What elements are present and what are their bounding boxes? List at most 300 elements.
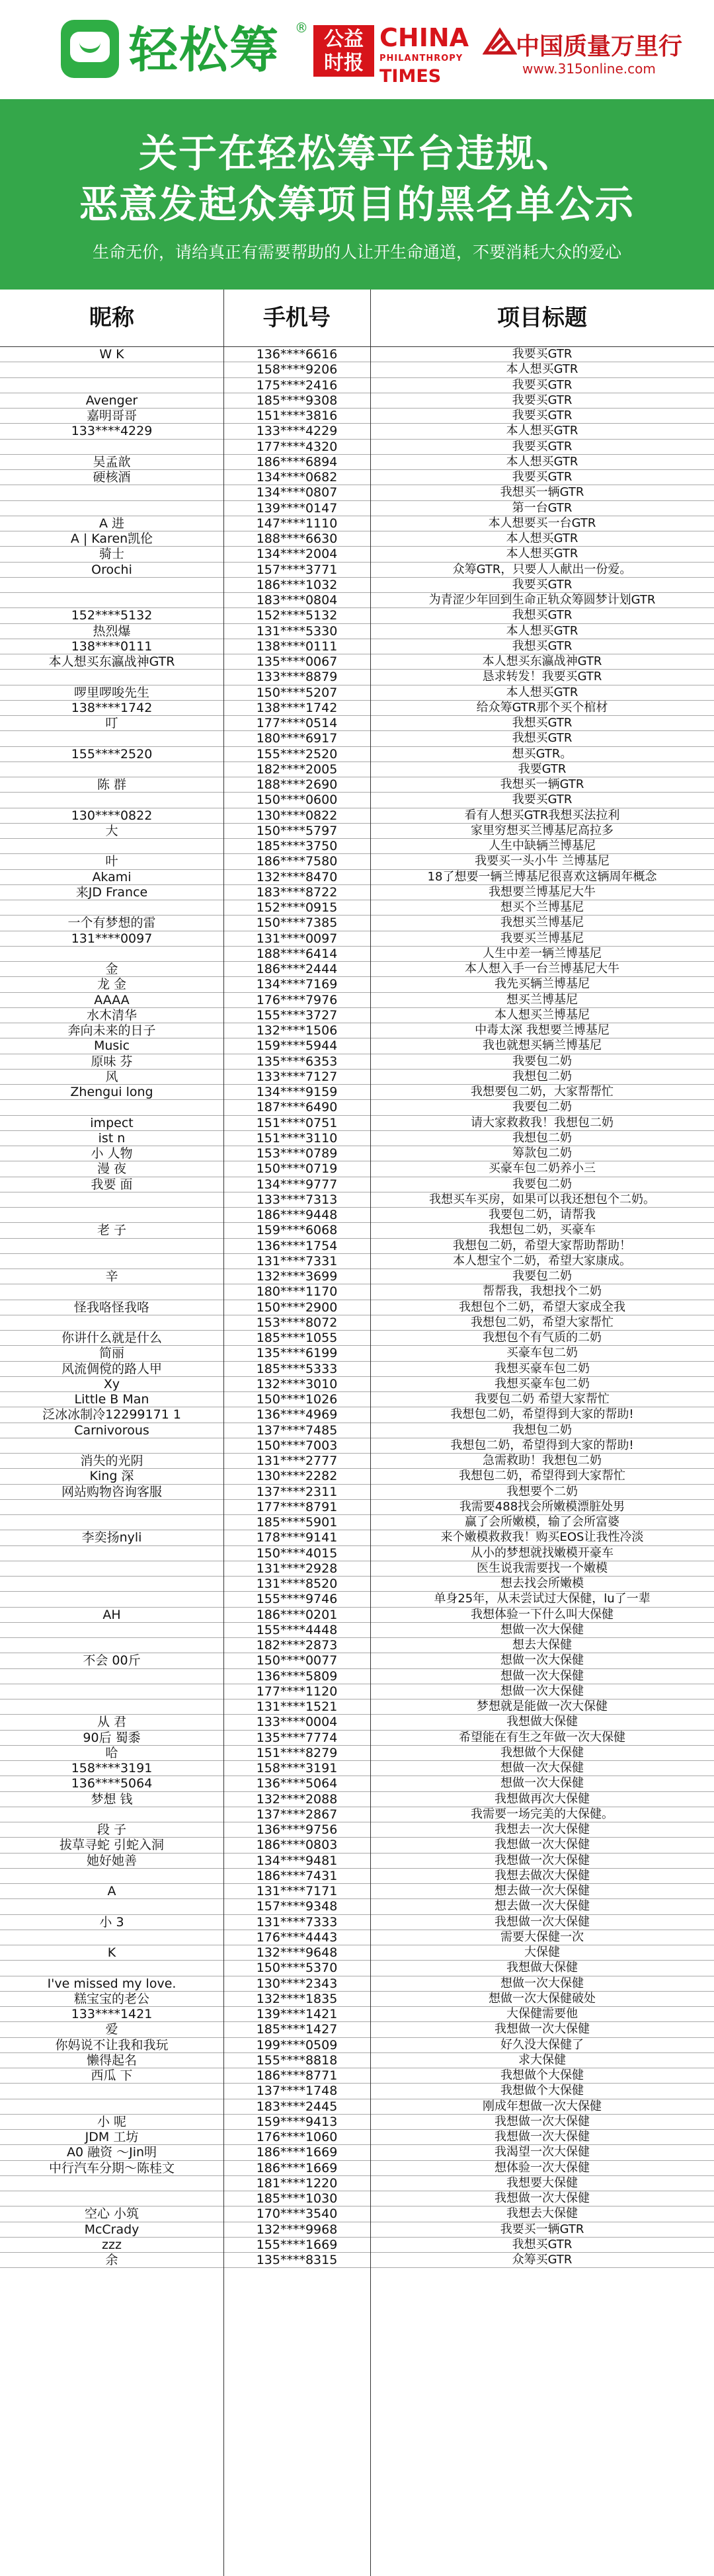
nickname-cell: 158****3191: [71, 1761, 153, 1776]
nickname-cell: 130****0822: [71, 808, 153, 823]
table-row: [0, 716, 714, 731]
nickname-cell: 我要 面: [91, 1177, 133, 1192]
table-row: [0, 731, 714, 746]
project-title-cell: 我要买GTR: [512, 377, 573, 392]
nickname-cell: [0, 362, 223, 377]
top-logo-bar: [0, 0, 714, 99]
phone-cell: 187****6490: [256, 1100, 338, 1115]
nickname-cell: 李奕扬nyli: [81, 1530, 142, 1545]
table-row: [0, 409, 714, 424]
phone-cell: 133****0004: [256, 1715, 338, 1730]
project-title-cell: 大保健需要他: [506, 2007, 578, 2021]
phone-cell: 135****7774: [256, 1730, 338, 1745]
project-title-cell: 本人想买GTR: [506, 424, 578, 438]
phone-cell: 131****2928: [256, 1561, 338, 1576]
project-title-cell: 我想买GTR: [512, 731, 573, 746]
project-title-cell: 我想做大保健: [506, 1961, 578, 1975]
phone-cell: 133****7127: [256, 1069, 338, 1084]
nickname-cell: zzz: [102, 2237, 122, 2252]
nickname-cell: [0, 1315, 223, 1330]
phone-cell: 132****2088: [256, 1791, 338, 1807]
table-row: [0, 1915, 714, 1930]
nickname-cell: 啰里啰唆先生: [73, 685, 149, 700]
nickname-cell: 风: [105, 1069, 118, 1084]
nickname-cell: impect: [90, 1115, 134, 1130]
nickname-cell: McCrady: [84, 2222, 139, 2237]
project-title-cell: 众筹GTR，只要人人献出一份爱。: [452, 562, 632, 576]
table-row: [0, 1192, 714, 1208]
table-row: [0, 1377, 714, 1392]
phone-cell: 136****4969: [256, 1407, 338, 1423]
phone-cell: 131****7171: [256, 1884, 338, 1898]
phone-cell: 150****7385: [256, 916, 338, 931]
nickname-cell: I've missed my love.: [47, 1976, 177, 1991]
phone-cell: 136****5064: [256, 1776, 338, 1791]
phone-cell: 132****9968: [256, 2222, 338, 2237]
nickname-cell: 大: [105, 823, 118, 838]
phone-cell: 133****4229: [256, 424, 338, 439]
table-row: [0, 1961, 714, 1976]
nickname-cell: [0, 2084, 223, 2098]
phone-cell: 132****9648: [256, 1945, 338, 1960]
project-title-cell: 我想买一辆GTR: [500, 777, 584, 791]
nickname-cell: 简丽: [99, 1346, 124, 1361]
phone-cell: 158****9206: [256, 362, 338, 377]
project-title-cell: 本人想入手一台兰博基尼大牛: [465, 962, 619, 976]
table-row: [0, 793, 714, 808]
project-title-cell: 我想做一次大保健: [495, 2130, 590, 2144]
table-row: [0, 1208, 714, 1223]
phone-cell: 182****2005: [256, 761, 338, 777]
project-title-cell: 想做一次大保健: [500, 1684, 584, 1698]
nickname-cell: AH: [102, 1607, 121, 1622]
phone-cell: 176****4443: [256, 1930, 338, 1945]
phone-cell: 155****3727: [256, 1007, 338, 1023]
phone-cell: 159****6068: [256, 1223, 338, 1238]
project-title-cell: 我要买GTR: [512, 577, 573, 592]
project-title-cell: 恳求转发！我要买GTR: [482, 670, 602, 684]
nickname-cell: 小 呢: [97, 2114, 127, 2129]
phone-cell: 155****9746: [256, 1592, 338, 1607]
phone-cell: 155****1669: [256, 2237, 338, 2252]
nickname-cell: Zhengui long: [70, 1085, 153, 1099]
nickname-cell: 她好她善: [86, 1853, 137, 1868]
nickname-cell: [0, 1239, 223, 1253]
table-row: [0, 900, 714, 916]
phone-cell: 136****6616: [256, 347, 338, 362]
nickname-cell: [0, 1208, 223, 1222]
phone-cell: 157****3771: [256, 562, 338, 577]
phone-cell: 138****0111: [256, 639, 338, 654]
nickname-cell: 哈: [105, 1745, 118, 1760]
phone-cell: 131****1521: [256, 1699, 338, 1714]
phone-cell: 152****0915: [256, 900, 338, 915]
phone-cell: 181****1220: [256, 2175, 338, 2191]
phone-cell: 186****2444: [256, 962, 338, 976]
nickname-cell: 你妈说不让我和我玩: [55, 2037, 169, 2052]
nickname-cell: 余: [105, 2253, 118, 2267]
nickname-cell: 138****0111: [71, 639, 153, 654]
qingsongchou-logo-icon: [61, 20, 119, 78]
table-row: [0, 1023, 714, 1038]
brand-name: 轻松筹: [129, 22, 280, 79]
project-title-cell: 想做一次大保健: [500, 1761, 584, 1775]
phone-cell: 158****3191: [256, 1761, 338, 1776]
phone-cell: 185****1030: [256, 2191, 338, 2206]
nickname-cell: 一个有梦想的雷: [67, 916, 156, 931]
table-row: [0, 1177, 714, 1192]
project-title-cell: 大保健: [524, 1945, 560, 1959]
table-row: [0, 470, 714, 485]
phone-cell: 150****2900: [256, 1300, 338, 1315]
phone-cell: 131****7333: [256, 1914, 338, 1930]
table-row: [0, 1884, 714, 1899]
phone-cell: 150****5370: [256, 1961, 338, 1976]
nickname-cell: W K: [99, 347, 124, 362]
table-row: [0, 1669, 714, 1684]
table-row: [0, 1930, 714, 1945]
table-row: [0, 1284, 714, 1300]
project-title-cell: 想去做一次大保健: [495, 1899, 590, 1914]
nickname-cell: 133****1421: [71, 2007, 153, 2021]
nickname-cell: 硬核酒: [93, 470, 131, 485]
project-title-cell: 我要包二奶: [512, 1054, 572, 1068]
project-title-cell: 我想去做次大保健: [495, 1868, 590, 1883]
phone-cell: 135****8315: [256, 2253, 338, 2267]
phone-cell: 138****1742: [256, 700, 338, 715]
nickname-cell: [0, 793, 223, 807]
phone-cell: 150****0719: [256, 1161, 338, 1177]
table-row: [0, 947, 714, 962]
project-title-cell: 我渴望一次大保健: [495, 2145, 590, 2160]
nickname-cell: 段 子: [97, 1822, 127, 1837]
project-title-cell: 我想做一次大保健: [495, 2114, 590, 2128]
project-title-cell: 我要包二奶，请帮我: [489, 1208, 596, 1222]
table-row: [0, 563, 714, 578]
project-title-cell: 想去找会所嫩模: [500, 1577, 584, 1590]
table-row: [0, 808, 714, 824]
phone-cell: 131****7331: [256, 1253, 338, 1268]
nickname-cell: [0, 762, 223, 777]
banner-title-line1: 关于在轻松筹平台违规、: [138, 131, 575, 176]
table-row: [0, 501, 714, 516]
table-row: [0, 1054, 714, 1070]
phone-cell: 131****2777: [256, 1454, 338, 1468]
phone-cell: 150****0600: [256, 793, 338, 808]
nickname-cell: A 进: [99, 516, 125, 531]
table-header: [0, 290, 714, 347]
table-row: [0, 1070, 714, 1085]
phone-cell: 134****0807: [256, 485, 338, 500]
table-row: [0, 2084, 714, 2099]
nickname-cell: [0, 1669, 223, 1684]
table-row: [0, 362, 714, 377]
table-row: [0, 1976, 714, 1992]
phone-cell: 186****6894: [256, 454, 338, 469]
phone-cell: 183****8722: [256, 884, 338, 900]
nickname-cell: 131****0097: [71, 931, 153, 946]
registered-mark: ®: [295, 20, 308, 36]
project-title-cell: 刚成年想做一次大保健: [483, 2099, 602, 2113]
nickname-cell: 消失的光阴: [80, 1454, 143, 1468]
table-row: [0, 931, 714, 947]
phone-cell: 186****8771: [256, 2068, 338, 2083]
table-row: [0, 870, 714, 885]
table-row: [0, 1131, 714, 1146]
paper-en-3: TIMES: [379, 66, 442, 87]
project-title-cell: 本人想宝个二奶，希望大家康成。: [453, 1253, 631, 1268]
phone-cell: 159****5944: [256, 1038, 338, 1054]
project-title-cell: 我想做个大保健: [500, 1745, 584, 1760]
table-row: [0, 2238, 714, 2253]
quality-org-url: www.315online.com: [522, 61, 656, 77]
table-row: [0, 1300, 714, 1315]
table-row: [0, 2007, 714, 2022]
phone-cell: 131****8520: [256, 1577, 338, 1591]
nickname-cell: [0, 593, 223, 607]
nickname-cell: 梦想 钱: [91, 1791, 133, 1807]
phone-cell: 153****8072: [256, 1315, 338, 1330]
table-row: [0, 1100, 714, 1115]
nickname-cell: ist n: [98, 1130, 126, 1146]
table-row: [0, 654, 714, 670]
project-title-cell: 筹款包二奶: [512, 1146, 572, 1160]
project-title-cell: 我想包二奶: [512, 1069, 572, 1083]
phone-cell: 177****0514: [256, 716, 338, 730]
phone-cell: 130****2343: [256, 1976, 338, 1991]
phone-cell: 188****6630: [256, 531, 338, 546]
project-title-cell: 需要大保健一次: [500, 1930, 584, 1944]
nickname-cell: 拔草寻蛇 引蛇入洞: [59, 1838, 165, 1853]
phone-cell: 186****0803: [256, 1838, 338, 1853]
table-row: [0, 1038, 714, 1054]
nickname-cell: AAAA: [94, 992, 130, 1007]
table-row: [0, 516, 714, 531]
nickname-cell: Carnivorous: [74, 1423, 149, 1438]
table-row: [0, 1653, 714, 1668]
project-title-cell: 想买GTR。: [512, 746, 573, 761]
nickname-cell: K: [107, 1945, 116, 1960]
table-row: [0, 440, 714, 455]
project-title-cell: 我想要大保健: [506, 2175, 578, 2190]
table-row: [0, 839, 714, 854]
phone-cell: 132****8470: [256, 869, 338, 884]
nickname-cell: [0, 1807, 223, 1822]
table-row: [0, 1592, 714, 1607]
project-title-cell: 我想买GTR: [512, 639, 573, 653]
phone-cell: 185****3750: [256, 839, 338, 853]
table-row: [0, 1731, 714, 1746]
table-row: [0, 2176, 714, 2191]
column-divider: [370, 290, 371, 2576]
project-title-cell: 我要买一辆GTR: [500, 2222, 584, 2236]
nickname-cell: 老 子: [97, 1223, 127, 1238]
nickname-cell: [0, 900, 223, 915]
phone-cell: 186****7431: [256, 1868, 338, 1883]
project-title-cell: 帮帮我，我想找个二奶: [483, 1284, 602, 1299]
nickname-cell: JDM 工坊: [85, 2130, 139, 2144]
project-title-cell: 从小的梦想就找嫩模开豪车: [471, 1545, 614, 1560]
project-title-cell: 我要包二奶: [512, 1177, 572, 1191]
banner-slogan: 生命无价，请给真正有需要帮助的人让开生命通道，不要消耗大众的爱心: [92, 243, 621, 262]
nickname-cell: [0, 1592, 223, 1606]
banner-title-line2: 恶意发起众筹项目的黑名单公示: [79, 182, 635, 227]
table-row: [0, 1362, 714, 1377]
nickname-cell: 骑士: [99, 547, 124, 562]
nickname-cell: 138****1742: [71, 700, 153, 715]
nickname-cell: 叮: [105, 716, 118, 730]
project-title-cell: 我想做个大保健: [500, 2084, 584, 2098]
nickname-cell: 90后 蜀黍: [83, 1730, 141, 1745]
project-title-cell: 我想做一次大保健: [495, 1838, 590, 1852]
project-title-cell: 我也就想买辆兰博基尼: [483, 1038, 602, 1053]
nickname-cell: 小 人物: [91, 1146, 133, 1161]
table-row: [0, 1161, 714, 1177]
phone-cell: 134****9481: [256, 1853, 338, 1868]
nickname-cell: [0, 1930, 223, 1945]
table-row: [0, 1807, 714, 1822]
nickname-cell: 小 3: [99, 1914, 124, 1930]
table-row: [0, 1854, 714, 1869]
project-title-cell: 我想包个有气质的二奶: [483, 1331, 602, 1345]
nickname-cell: 网站购物咨询客服: [61, 1484, 162, 1499]
project-title-cell: 我想买豪车包二奶: [495, 1361, 590, 1376]
phone-cell: 130****0822: [256, 808, 338, 823]
phone-cell: 178****9141: [256, 1530, 338, 1545]
project-title-cell: 我要买GTR: [512, 393, 573, 407]
table-row: [0, 1331, 714, 1346]
project-title-cell: 本人想买兰博基尼: [495, 1007, 590, 1022]
project-title-cell: 中毒太深 我想要兰博基尼: [475, 1023, 610, 1037]
table-row: [0, 1638, 714, 1653]
nickname-cell: 不会 00斤: [83, 1653, 141, 1668]
table-row: [0, 2022, 714, 2037]
table-row: [0, 885, 714, 900]
table-row: [0, 347, 714, 362]
project-title-cell: 我想要个二奶: [506, 1484, 578, 1499]
project-title-cell: 好久没大保健了: [500, 2037, 584, 2052]
project-title-cell: 我想包二奶，买豪车: [489, 1223, 596, 1237]
nickname-cell: 从 君: [97, 1715, 127, 1730]
nickname-cell: 本人想买东瀛战神GTR: [48, 654, 175, 669]
project-title-cell: 买豪车包二奶: [506, 1346, 578, 1360]
nickname-cell: 136****5064: [71, 1776, 153, 1791]
project-title-cell: 我要买GTR: [512, 439, 573, 453]
table-row: [0, 747, 714, 762]
nickname-cell: 152****5132: [71, 608, 153, 623]
phone-cell: 137****7485: [256, 1423, 338, 1438]
table-row: [0, 1992, 714, 2007]
table-row: [0, 762, 714, 777]
project-title-cell: 我要买GTR: [512, 470, 573, 484]
nickname-cell: [0, 1254, 223, 1268]
project-title-cell: 家里穷想买兰博基尼高拉多: [471, 823, 614, 838]
project-title-cell: 单身25年，从未尝试过大保健，lu了一辈: [434, 1592, 651, 1606]
phone-cell: 134****2004: [256, 547, 338, 562]
nickname-cell: 龙 金: [97, 977, 127, 992]
project-title-cell: 我想要兰博基尼大牛: [489, 884, 596, 899]
nickname-cell: [0, 378, 223, 393]
table-row: [0, 1838, 714, 1853]
nickname-cell: 来JD France: [75, 884, 148, 900]
nickname-cell: 奔向未来的日子: [67, 1023, 156, 1038]
phone-cell: 139****0147: [256, 500, 338, 516]
nickname-cell: [0, 1284, 223, 1299]
nickname-cell: [0, 1192, 223, 1207]
project-title-cell: 我想包二奶，希望得到大家的帮助!: [450, 1438, 634, 1452]
phone-cell: 186****0201: [256, 1607, 338, 1622]
nickname-cell: 漫 夜: [97, 1161, 127, 1177]
table-row: [0, 1223, 714, 1238]
phone-cell: 155****2520: [256, 746, 338, 761]
phone-cell: 188****6414: [256, 946, 338, 961]
phone-cell: 185****5901: [256, 1515, 338, 1530]
project-title-cell: 买豪车包二奶养小三: [489, 1161, 596, 1176]
project-title-cell: 我想包二奶: [512, 1130, 572, 1145]
phone-cell: 132****1835: [256, 1991, 338, 2006]
project-title-cell: 我要买GTR: [512, 409, 573, 422]
phone-cell: 147****1110: [256, 516, 338, 531]
table-row: [0, 1346, 714, 1361]
nickname-cell: [0, 1899, 223, 1914]
project-title-cell: 想做一次大保健破处: [489, 1991, 596, 2006]
phone-cell: 137****2311: [256, 1484, 338, 1499]
project-title-cell: 我想买GTR: [512, 716, 573, 730]
nickname-cell: A | Karen凯伦: [70, 531, 153, 546]
table-row: [0, 2038, 714, 2053]
phone-cell: 159****9413: [256, 2114, 338, 2129]
paper-en-2: PHILANTHROPY: [379, 54, 463, 63]
table-row: [0, 916, 714, 931]
project-title-cell: 想买兰博基尼: [506, 992, 578, 1007]
table-row: [0, 485, 714, 500]
nickname-cell: 泛冰冰制冷12299171 1: [42, 1407, 181, 1423]
nickname-cell: [0, 1623, 223, 1637]
phone-cell: 133****7313: [256, 1192, 338, 1207]
project-title-cell: 我先买辆兰博基尼: [495, 977, 590, 992]
table-row: [0, 1515, 714, 1530]
project-title-cell: 我要包二奶: [512, 1269, 572, 1283]
nickname-cell: 风流倜傥的路人甲: [61, 1361, 162, 1376]
phone-cell: 132****3699: [256, 1269, 338, 1284]
project-title-cell: 我想做一次大保健: [495, 1853, 590, 1867]
phone-cell: 136****5809: [256, 1668, 338, 1684]
phone-cell: 150****4015: [256, 1545, 338, 1561]
project-title-cell: 来个嫩模救救我！购买EOS让我性冷淡: [440, 1530, 644, 1545]
phone-cell: 185****5333: [256, 1361, 338, 1376]
table-row: [0, 1146, 714, 1161]
table-row: [0, 1546, 714, 1561]
nickname-cell: Avenger: [85, 393, 138, 408]
header-nickname: 昵称: [89, 305, 134, 331]
phone-cell: 183****0804: [256, 593, 338, 607]
project-title-cell: 18了想要一辆兰博基尼很喜欢这辆周年概念: [427, 869, 657, 884]
phone-cell: 185****1427: [256, 2022, 338, 2037]
phone-cell: 132****1506: [256, 1023, 338, 1038]
table-row: [0, 455, 714, 470]
table-row: [0, 547, 714, 562]
phone-cell: 151****8279: [256, 1745, 338, 1760]
table-row: [0, 1392, 714, 1407]
table-row: [0, 2253, 714, 2268]
column-divider: [223, 290, 224, 2576]
project-title-cell: 梦想就是能做一次大保健: [477, 1699, 608, 1713]
table-row: [0, 2222, 714, 2238]
phone-cell: 137****2867: [256, 1807, 338, 1822]
nickname-cell: 西瓜 下: [91, 2068, 133, 2083]
phone-cell: 134****0682: [256, 470, 338, 485]
table-row: [0, 2130, 714, 2145]
